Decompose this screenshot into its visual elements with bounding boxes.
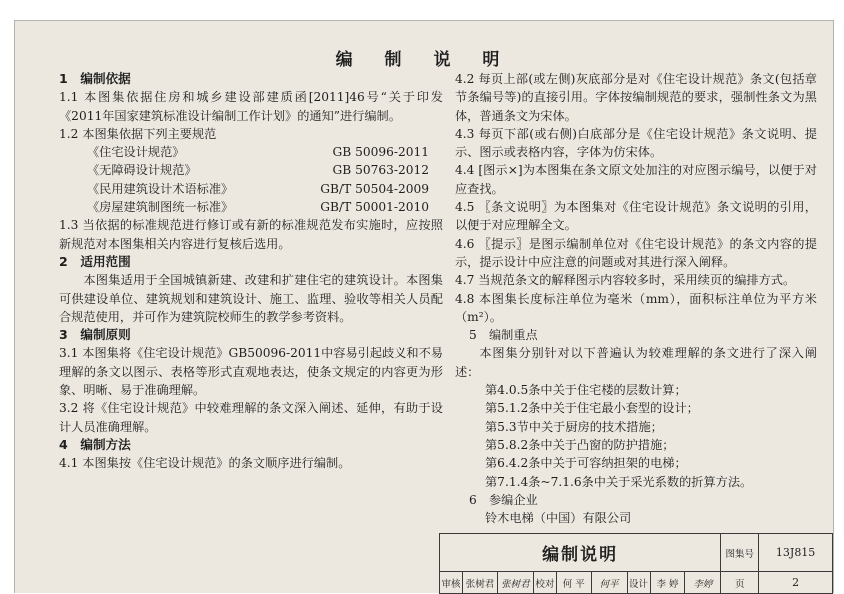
drawing-sheet [14, 20, 834, 593]
section-heading: 4 编制方法 [59, 436, 131, 452]
design-label: 设计 [627, 572, 650, 594]
paragraph: 1.1 本图集依据住房和城乡建设部建质函[2011]46号“关于印发《2011年国家建筑标准设计编制工作计划》的通知”进行编制。 [59, 90, 443, 123]
section-heading: 2 适用范围 [59, 253, 131, 269]
atlas-label: 图集号 [721, 534, 759, 572]
review-label: 审核 [440, 572, 463, 594]
paragraph: 4.6 〖提示〗是图示编制单位对《住宅设计规范》的条文内容的提示，提示设计中应注意的问题或对其进行深入阐释。 [455, 236, 817, 269]
standard-code: GB 50763-2012 [332, 163, 429, 178]
designer-signature: 李婷 [685, 572, 721, 594]
focus-item: 第5.3节中关于厨房的技术措施； [485, 419, 663, 434]
sheet-title: 编制说明 [440, 534, 721, 572]
checker-signature: 何平 [591, 572, 627, 594]
focus-item: 第6.4.2条中关于可容纳担架的电梯； [485, 456, 687, 471]
section-heading: 1 编制依据 [59, 71, 131, 86]
paragraph: 4.8 本图集长度标注单位为毫米（mm），面积标注单位为平方米（m²）。 [455, 291, 817, 324]
reviewer-signature: 张树君 [497, 572, 533, 594]
paragraph: 4.2 每页上部(或左侧)灰底部分是对《住宅设计规范》条文(包括章节条编号等)的直接引用。字体按编制规范的要求，强制性条文为黑体，普通条文为宋体。 [455, 72, 817, 123]
focus-item: 第5.1.2条中关于住宅最小套型的设计； [485, 401, 699, 416]
check-label: 校对 [533, 572, 556, 594]
focus-item: 第7.1.4条~7.1.6条中关于采光系数的折算方法。 [485, 474, 753, 489]
title-block [439, 533, 833, 594]
standard-code: GB 50096-2011 [332, 145, 429, 160]
paragraph: 1.2 本图集依据下列主要规范 [59, 126, 217, 141]
paragraph: 4.7 当规范条文的解释图示内容较多时，采用续页的编排方式。 [455, 273, 796, 288]
paragraph: 本图集适用于全国城镇新建、改建和扩建住宅的建筑设计。本图集可供建设单位、建筑规划和建筑设计、施工、监理、验收等相关人员配合规范使用，并可作为建筑院校师生的教学参考资料。 [59, 273, 443, 324]
paragraph: 4.3 每页下部(或右侧)白底部分是《住宅设计规范》条文说明、提示、图示或表格内容，字体为仿宋体。 [455, 126, 817, 160]
standards-list [59, 143, 443, 216]
standard-item [59, 180, 443, 198]
right-column [455, 70, 817, 527]
section-heading: 6 参编企业 [469, 492, 538, 507]
paragraph: 4.5 〖条文说明〗为本图集对《住宅设计规范》条文说明的引用，以便于对应理解全文。 [455, 200, 817, 233]
focus-item: 第5.8.2条中关于凸窗的防护措施； [485, 437, 675, 452]
standard-name: 《住宅设计规范》 [87, 145, 185, 160]
paragraph: 本图集分别针对以下普遍认为较难理解的条文进行了深入阐述： [455, 346, 817, 379]
standard-name: 《房屋建筑制图统一标准》 [87, 200, 234, 215]
paragraph: 3.2 将《住宅设计规范》中较难理解的条文深入阐述、延伸，有助于设计人员准确理解。 [59, 401, 443, 434]
page-title: 编 制 说 明 [335, 50, 513, 70]
paragraph: 3.1 本图集将《住宅设计规范》GB50096-2011中容易引起歧义和不易理解的条文以图示、表格等形式直观地表达，使条文规定的内容更为形象、明晰、易于准确理解。 [59, 346, 443, 398]
paragraph: 1.3 当依据的标准规范进行修订或有新的标准规范发布实施时，应按照新规范对本图集相关内容进行复核后选用。 [59, 218, 443, 251]
standard-code: GB/T 50504-2009 [320, 181, 429, 196]
standard-code: GB/T 50001-2010 [320, 200, 429, 215]
left-column [59, 70, 443, 473]
reviewer-name: 张树君 [462, 572, 497, 594]
standard-item [59, 143, 443, 161]
paragraph: 4.1 本图集按《住宅设计规范》的条文顺序进行编制。 [59, 456, 351, 471]
standard-item [59, 198, 443, 216]
section-heading: 3 编制原则 [59, 327, 131, 343]
page-number: 2 [759, 572, 833, 594]
company-name: 铃木电梯（中国）有限公司 [485, 511, 632, 526]
standard-item [59, 161, 443, 179]
page-label: 页 [721, 572, 759, 594]
checker-name: 何 平 [556, 572, 591, 594]
paragraph: 4.4 [图示×]为本图集在条文原文处加注的对应图示编号，以便于对应查找。 [455, 163, 817, 196]
section-heading: 5 编制重点 [469, 328, 538, 343]
focus-item: 第4.0.5条中关于住宅楼的层数计算； [485, 383, 687, 398]
atlas-number: 13J815 [759, 534, 833, 572]
standard-name: 《无障碍设计规范》 [87, 163, 197, 178]
standard-name: 《民用建筑设计术语标准》 [87, 181, 234, 196]
designer-name: 李 婷 [650, 572, 685, 594]
